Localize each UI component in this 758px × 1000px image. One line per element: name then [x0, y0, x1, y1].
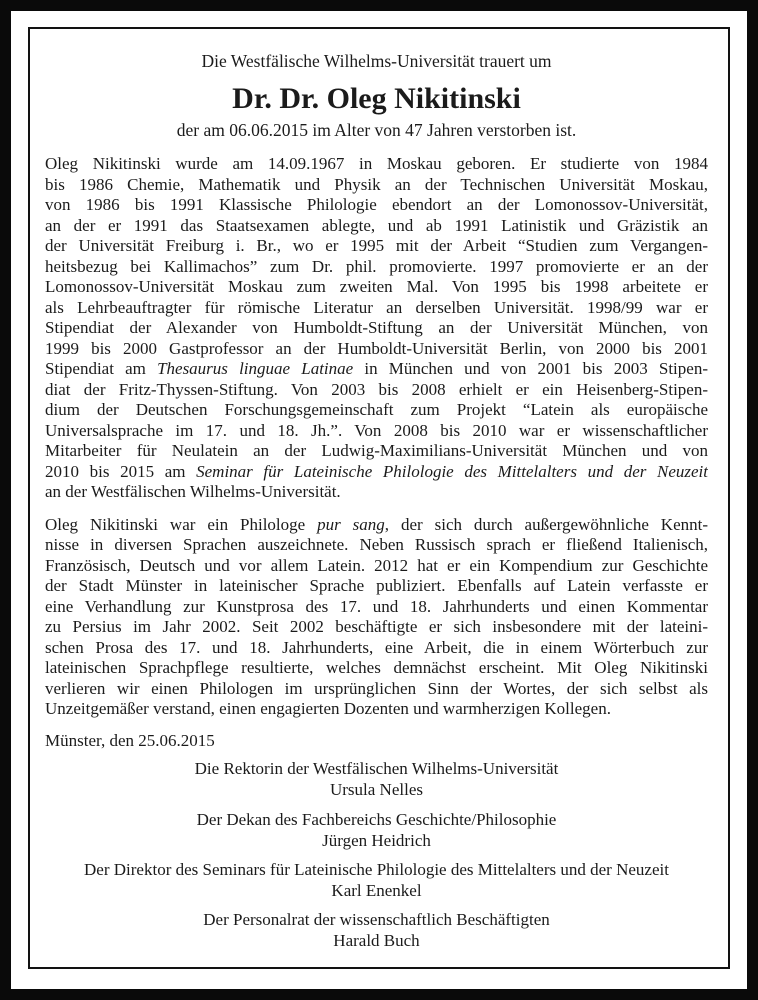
text-line: nisse in diversen Sprachen auszeichnete. Neben Russisch sprach er fließend Italienisch,: [45, 535, 708, 554]
text-line: 2010 bis 2015 am Seminar für Lateinische Philologie des Mittelalters und der Neuzeit: [45, 461, 708, 481]
text-line: heitsbezug bei Kallimachos” zum Dr. phil. promovierte. 1997 promovierte er an der: [45, 256, 708, 276]
text-line: an der er 1991 das Staatsexamen ablegte, und ab 1991 Latinistik und Gräzistik an: [45, 215, 708, 235]
text-line: an der Westfälischen Wilhelms-Universität.: [45, 482, 341, 501]
text-line: lateinischen Sprachpflege resultierte, welches demnächst erscheint. Mit Oleg Nikitinski: [45, 658, 708, 677]
text-line: diat der Fritz-Thyssen-Stiftung. Von 2003 bis 2008 erhielt er ein Heisenberg-Stipen-: [45, 379, 708, 399]
signature-role: Der Personalrat der wissenschaftlich Beschäftigten: [203, 910, 550, 929]
signature-block-direktor: [45, 860, 708, 901]
text-line: 1999 bis 2000 Gastprofessor an der Humboldt-Universität Berlin, von 2000 bis 2001: [45, 338, 708, 358]
text-line: Universalsprache im 17. und 18. Jh.”. Von 2008 bis 2010 war er wissenschaftlicher: [45, 420, 708, 440]
text-line: Unzeitgemäßer verstand, einen engagierten Dozenten und warmherzigen Kollegen.: [45, 699, 611, 718]
text-line: eine Verhandlung zur Kunstprosa des 17. und 18. Jahrhunderts und einen Kommentar: [45, 596, 708, 616]
signature-block-personalrat: [45, 910, 708, 951]
text-line: Stipendiat am Thesaurus linguae Latinae in München und von 2001 bis 2003 Stipen-: [45, 359, 708, 378]
text-line: bis 1986 Chemie, Mathematik und Physik an der Technischen Universität Moskau,: [45, 174, 708, 194]
text-line: von 1986 bis 1991 Klassische Philologie ebendort an der Lomonossov-Universität,: [45, 195, 708, 214]
text-line: Lomonossov-Universität Moskau zum zweiten Mal. Von 1995 bis 1998 arbeitete er: [45, 277, 708, 296]
place-date-line: Münster, den 25.06.2015: [45, 730, 215, 750]
death-date-line: der am 06.06.2015 im Alter von 47 Jahren verstorben ist.: [176, 120, 577, 140]
signature-block-rektorin: [45, 759, 708, 800]
deceased-name-title: Dr. Dr. Oleg Nikitinski: [232, 82, 521, 115]
text-line: schen Prosa des 17. und 18. Jahrhunderts, eine Arbeit, die in einem Wörterbuch zur: [45, 637, 708, 657]
text-line: Oleg Nikitinski wurde am 14.09.1967 in Moskau geboren. Er studierte von 1984: [45, 154, 708, 173]
signature-name: Karl Enenkel: [331, 880, 422, 900]
tribute-paragraph: [45, 515, 708, 720]
signature-name: Jürgen Heidrich: [322, 830, 431, 850]
text-line: der Universität Freiburg i. Br., wo er 1995 mit der Arbeit “Studien zum Vergangen-: [45, 236, 708, 255]
text-line: Stipendiat der Alexander von Humboldt-Stiftung an der Universität München, von: [45, 318, 708, 337]
text-line: dium der Deutschen Forschungsgemeinschaft zum Projekt “Latein als europäische: [45, 400, 708, 419]
text-line: Französisch, Deutsch und vor allem Latein. 2012 hat er ein Kompendium zur Geschichte: [45, 555, 708, 575]
text-line: verlieren wir einen Philologen im ursprünglichen Sinn der Wortes, der sich selbst als: [45, 678, 708, 698]
text-line: zu Persius im Jahr 2002. Seit 2002 beschäftigte er sich insbesondere mit der lateini-: [45, 617, 708, 636]
text-line: Mitarbeiter für Neulatein an der Ludwig-Maximilians-Universität München und von: [45, 441, 708, 460]
signature-name: Harald Buch: [333, 930, 420, 950]
text-line: als Lehrbeauftragter für römische Literatur an derselben Universität. 1998/99 war er: [45, 297, 708, 317]
signature-name: Ursula Nelles: [329, 779, 423, 799]
signature-role: Der Dekan des Fachbereichs Geschichte/Philosophie: [196, 810, 557, 829]
intro-line: Die Westfälische Wilhelms-Universität trauert um: [201, 51, 552, 71]
inner-frame: [28, 27, 730, 969]
signature-role: Die Rektorin der Westfälischen Wilhelms-Universität: [194, 759, 559, 778]
signature-role: Der Direktor des Seminars für Lateinische Philologie des Mittelalters und der Neuzeit: [84, 860, 669, 879]
text-line: Oleg Nikitinski war ein Philologe pur sang, der sich durch außergewöhnliche Kennt-: [45, 514, 708, 534]
biography-paragraph: [45, 154, 708, 503]
text-line: der Stadt Münster in lateinischer Sprache publiziert. Ebenfalls auf Latein verfasste er: [45, 576, 708, 595]
signature-block-dekan: [45, 810, 708, 851]
